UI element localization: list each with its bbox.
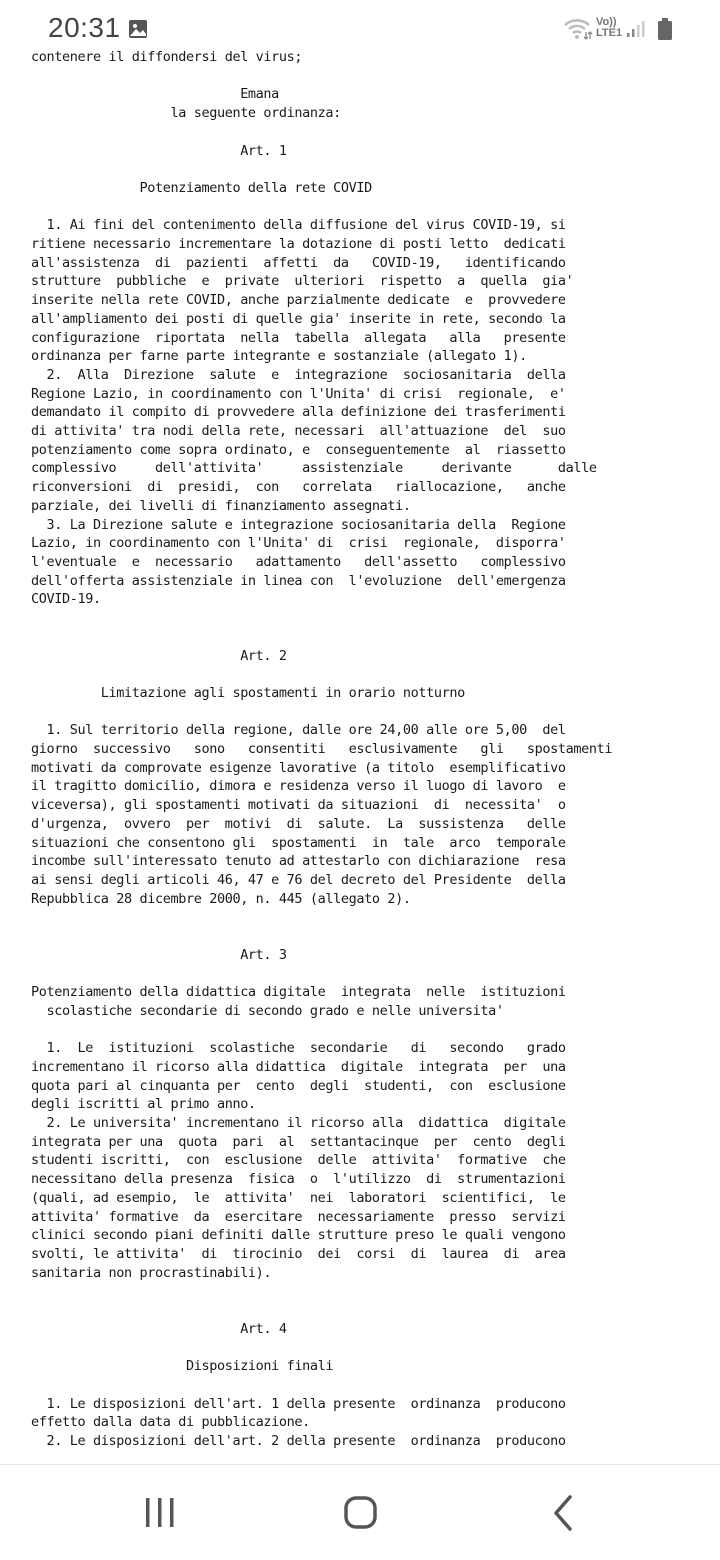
volte-text: Vo)) [596,16,617,28]
status-time: 20:31 [48,12,121,43]
navigation-bar [0,1464,720,1560]
lte-text: LTE1 [596,27,623,39]
gallery-icon [128,19,148,39]
wifi-icon [563,17,593,41]
network-type-label [596,17,622,39]
document-view[interactable] [0,48,720,1464]
home-icon[interactable] [330,1485,390,1541]
signal-icon [626,19,646,39]
document-text: contenere il diffondersi del virus; Emana la seguente ordinanza: Art. 1 Potenziamento della rete COVID 1. Ai fini del contenimento della diffusione del virus COVID-19, si ritiene necessario incrementare la dotazione di posti letto dedicati all'assistenza di pazienti affetti da COVID-19, identificando strutture pubbliche e private ulteriori rispetto a quella gia' inserite nella rete COVID, anche parzialmente dedicate e provvedere all'ampliamento dei posti di quelle gia' inserite in rete, secondo la configurazione riportata nella tabella allegata alla presente ordinanza per farne parte integrante e sostanziale (allegato 1). 2. Alla Direzione salute e integrazione sociosanitaria della Regione Lazio, in coordinamento con l'Unita' di crisi regionale, e' demandato il compito di provvedere alla definizione dei trasferimenti di attivita' tra nodi della rete, necessari all'attuazione del suo potenziamento come sopra ordinato, e conseguentemente al riassetto complessivo dell'attivita' assistenziale derivante dalle riconversioni di presidi, con correlata riallocazione, anche parziale, dei livelli di finanziamento assegnati. 3. La Direzione salute e integrazione sociosanitaria della Regione Lazio, in coordinamento con l'Unita' di crisi regionale, disporra' l'eventuale e necessario adattamento dell'assetto complessivo dell'offerta assistenziale in linea con l'evoluzione dell'emergenza COVID-19. Art. 2 Limitazione agli spostamenti in orario notturno 1. Sul territorio della regione, dalle ore 24,00 alle ore 5,00 del giorno successivo sono consentiti esclusivamente gli spostamenti motivati da comprovate esigenze lavorative (a titolo esemplificativo il tragitto domicilio, dimora e residenza verso il luogo di lavoro e viceversa), gli spostamenti motivati da situazioni di necessita' o d'urgenza, ovvero per motivi di salute. La sussistenza delle situazioni che consentono gli spostamenti in tale arco temporale incombe sull'interessato tenuto ad attestarlo con dichiarazione resa ai sensi degli articoli 46, 47 e 76 del decreto del Presidente della Repubblica 28 dicembre 2000, n. 445 (allegato 2). Art. 3 Potenziamento della didattica digitale integrata nelle istituzioni scolastiche secondarie di secondo grado e nelle universita' 1. Le istituzioni scolastiche secondarie di secondo grado incrementano il ricorso alla didattica digitale integrata per una quota pari al cinquanta per cento degli studenti, con esclusione degli iscritti al primo anno. 2. Le universita' incrementano il ricorso alla didattica digitale integrata per una quota pari al settantacinque per cento degli studenti iscritti, con esclusione delle attivita' formative che necessitano della presenza fisica o l'utilizzo di strumentazioni (quali, ad esempio, le attivita' nei laboratori scientifici, le attivita' formative da esercitare necessariamente presso servizi clinici secondo piani definiti dalle strutture preso le quali vengono svolti, le attivita' di tirocinio dei corsi di laurea di area sanitaria non procrastinabili). Art. 4 Disposizioni finali 1. Le disposizioni dell'art. 1 della presente ordinanza producono effetto dalla data di pubblicazione. 2. Le disposizioni dell'art. 2 della presente ordinanza producono [31,49,613,1450]
back-icon[interactable] [532,1485,592,1541]
recent-apps-icon[interactable] [130,1485,190,1541]
battery-icon [658,18,672,40]
